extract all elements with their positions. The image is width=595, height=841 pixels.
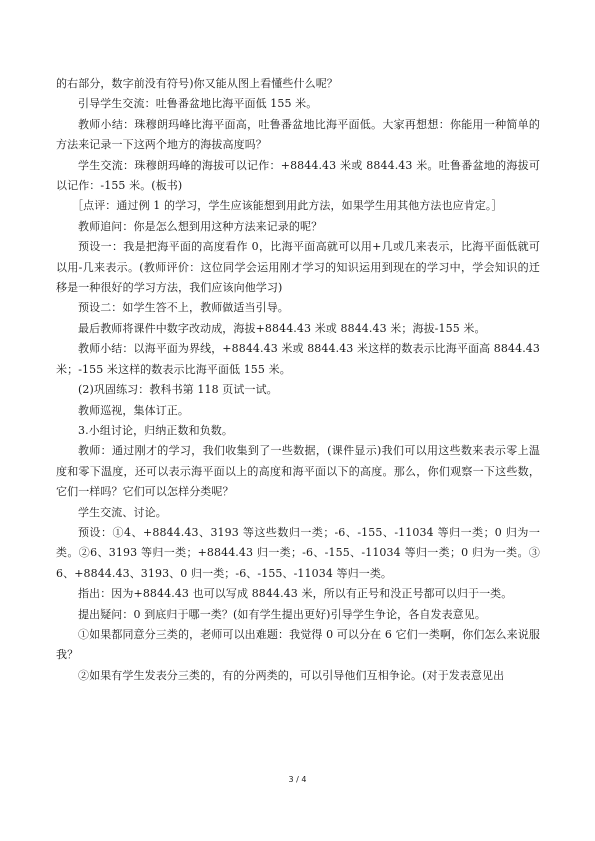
paragraph: 预设二：如学生答不上，教师做适当引导。 (78, 301, 289, 315)
paragraph: 教师巡视，集体订正。 (78, 403, 189, 417)
paragraph: 教师追问：你是怎么想到用这种方法来记录的呢？ (78, 219, 323, 233)
paragraph: 教师小结：以海平面为界线，+8844.43 米或 8844.43 米这样的数表示比海平面高 8844.43 米；-155 米这样的数表示比海平面低 155 米。 (56, 342, 540, 376)
paragraph: ②如果有学生发表分三类的，有的分两类的，可以引导他们互相争论。(对于发表意见出 (78, 668, 505, 682)
document-body (56, 74, 540, 686)
paragraph: 最后教师将课件中数字改动成，海拔+8844.43 米或 8844.43 米；海拔-155 米。 (78, 321, 486, 335)
paragraph: 教师：通过刚才的学习，我们收集到了一些数据，(课件显示)我们可以用这些数来表示零上温度和零下温度，还可以表示海平面以上的高度和海平面以下的高度。那么，你们观察一下这些数，它们一样吗？它们可以怎样分类呢？ (56, 444, 540, 499)
paragraph: 指出：因为+8844.43 也可以写成 8844.43 米，所以有正号和没正号都可以归于一类。 (78, 587, 513, 601)
paragraph: 学生交流、讨论。 (78, 505, 167, 519)
paragraph: 3.小组讨论，归纳正数和负数。 (78, 423, 233, 437)
paragraph: (2)巩固练习：教科书第 118 页试一试。 (78, 383, 278, 397)
page-number: 3 / 4 (288, 775, 307, 784)
comment-paragraph: ［点评：通过例 1 的学习，学生应该能想到用此方法，如果学生用其他方法也应肯定。］ (72, 199, 503, 213)
paragraph: 教师小结：珠穆朗玛峰比海平面高，吐鲁番盆地比海平面低。大家再想想：你能用一种简单的方法来记录一下这两个地方的海拔高度吗？ (56, 117, 540, 152)
paragraph: 引导学生交流：吐鲁番盆地比海平面低 155 米。 (78, 97, 318, 111)
paragraph: 预设一：我是把海平面的高度看作 0，比海平面高就可以用+几或几来表示，比海平面低就可以用-几来表示。(教师评价：这位同学会运用刚才学习的知识运用到现在的学习中，学会知识的迁移是一种很好的学习方法，我们应该向他学习) (56, 240, 540, 295)
paragraph: 预设：①4、+8844.43、3193 等这些数归一类；-6、-155、-11034 等归一类；0 归为一类。②6、3193 等归一类；+8844.43 归一类；-6、-155、-11034 等归一类；0 归为一类。③6、+8844.43、3193、0 归一类；-6、-155、-11034 等归一类。 (56, 525, 540, 580)
paragraph: ①如果都同意分三类的，老师可以出难题：我觉得 0 可以分在 6 它们一类啊，你们怎么来说服我？ (56, 627, 540, 662)
paragraph: 的右部分，数字前没有符号)你又能从图上看懂些什么呢？ (56, 77, 338, 90)
paragraph: 提出疑问：0 到底归于哪一类？(如有学生提出更好)引导学生争论，各自发表意见。 (78, 607, 486, 621)
paragraph: 学生交流：珠穆朗玛峰的海拔可以记作：+8844.43 米或 8844.43 米。吐鲁番盆地的海拔可以记作：-155 米。(板书) (56, 158, 540, 193)
